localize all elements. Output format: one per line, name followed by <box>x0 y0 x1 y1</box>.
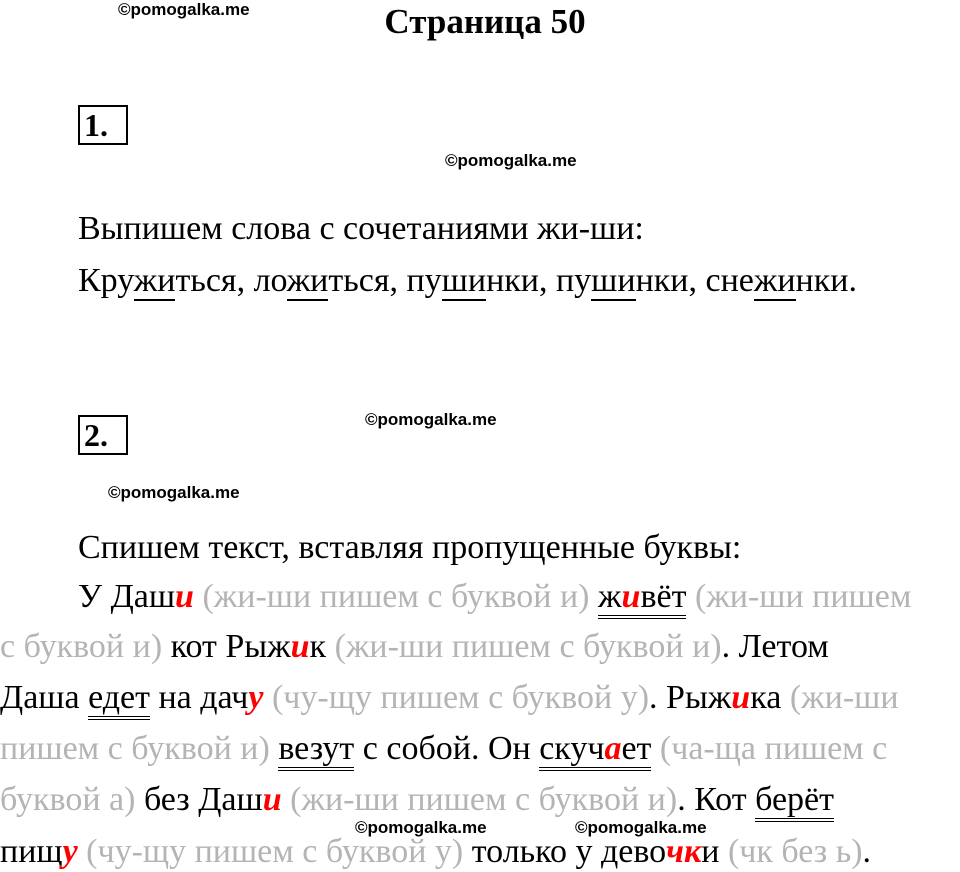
text-segment: Даша <box>0 679 89 716</box>
text-segment: ж <box>598 578 622 619</box>
watermark: ©pomogalka.me <box>575 818 707 837</box>
text-line <box>78 528 741 568</box>
watermark: ©pomogalka.me <box>118 0 250 19</box>
text-line <box>78 209 644 249</box>
hint-text: (жи-ши пишем <box>686 578 912 615</box>
text-segment: скуч <box>539 730 604 771</box>
text-segment: Спишем текст, вставляя пропущенные буквы: <box>78 529 742 566</box>
text-line <box>78 261 857 301</box>
text-segment: Кру <box>78 262 134 299</box>
task-number-1: 1. <box>78 105 128 145</box>
text-segment: У Даш <box>78 578 176 615</box>
text-segment: везут <box>278 730 354 771</box>
text-segment: ка <box>750 679 782 716</box>
text-segment: вёт <box>640 578 686 619</box>
text-segment: с собой. Он <box>354 730 540 767</box>
hint-text: (чу-щу пишем с буквой у) <box>263 679 650 716</box>
text-segment: ться, пу <box>328 262 442 299</box>
text-line <box>0 678 899 718</box>
text-segment: . <box>862 833 872 870</box>
hint-text: (жи-ши пишем с буквой и) <box>326 628 722 665</box>
inserted-letter: а <box>604 730 621 771</box>
text-segment: ши <box>441 262 487 299</box>
text-segment: ши <box>591 262 636 299</box>
inserted-letter: чк <box>666 833 702 870</box>
hint-text: (чу-щу пишем с буквой у) <box>77 833 464 870</box>
text-segment: только у дево <box>463 833 667 870</box>
text-line <box>0 729 887 769</box>
text-line <box>0 832 871 872</box>
watermark: ©pomogalka.me <box>355 818 487 837</box>
text-segment: жи <box>753 262 796 299</box>
text-line <box>0 780 834 820</box>
text-segment: Выпишем слова с сочетаниями жи-ши: <box>78 210 644 247</box>
text-segment: нки, пу <box>486 262 592 299</box>
hint-text: буквой а) <box>0 781 136 818</box>
inserted-letter: и <box>731 679 751 716</box>
text-segment: на дач <box>149 679 249 716</box>
task-number-2: 2. <box>78 415 128 455</box>
text-segment: ет <box>621 730 651 771</box>
text-segment: . Рыж <box>649 679 732 716</box>
text-line <box>0 627 829 667</box>
text-segment: . Кот <box>677 781 756 818</box>
inserted-letter: у <box>62 833 78 870</box>
text-segment: кот Рыж <box>162 628 291 665</box>
text-line <box>78 577 911 617</box>
text-segment: ться, ло <box>175 262 287 299</box>
inserted-letter: и <box>175 578 194 615</box>
hint-text: (жи-ши пишем с буквой и) <box>281 781 678 818</box>
hint-text: (жи-ши пишем с буквой и) <box>193 578 599 615</box>
inserted-letter: и <box>262 781 282 818</box>
inserted-letter: и <box>290 628 310 665</box>
hint-text: пишем с буквой и) <box>0 730 279 767</box>
hint-text: (ча-ща пишем с <box>651 730 888 767</box>
text-segment: . Летом <box>721 628 829 665</box>
text-segment: едет <box>88 679 150 720</box>
text-segment: жи <box>286 262 329 299</box>
watermark: ©pomogalka.me <box>445 151 577 170</box>
text-segment: к <box>309 628 327 665</box>
inserted-letter: у <box>248 679 264 716</box>
text-segment: без Даш <box>135 781 263 818</box>
text-segment: жи <box>133 262 176 299</box>
text-segment: нки. <box>795 262 857 299</box>
hint-text: с буквой и) <box>0 628 163 665</box>
page-title: Страница 50 <box>384 2 586 41</box>
text-segment: пищ <box>0 833 63 870</box>
hint-text: (чк без ь) <box>719 833 863 870</box>
watermark: ©pomogalka.me <box>365 410 497 429</box>
text-segment: берёт <box>755 781 834 822</box>
hint-text: (жи-ши <box>781 679 899 716</box>
inserted-letter: и <box>622 578 641 619</box>
text-segment: и <box>701 833 720 870</box>
text-segment: нки, сне <box>635 262 754 299</box>
watermark: ©pomogalka.me <box>108 483 240 502</box>
